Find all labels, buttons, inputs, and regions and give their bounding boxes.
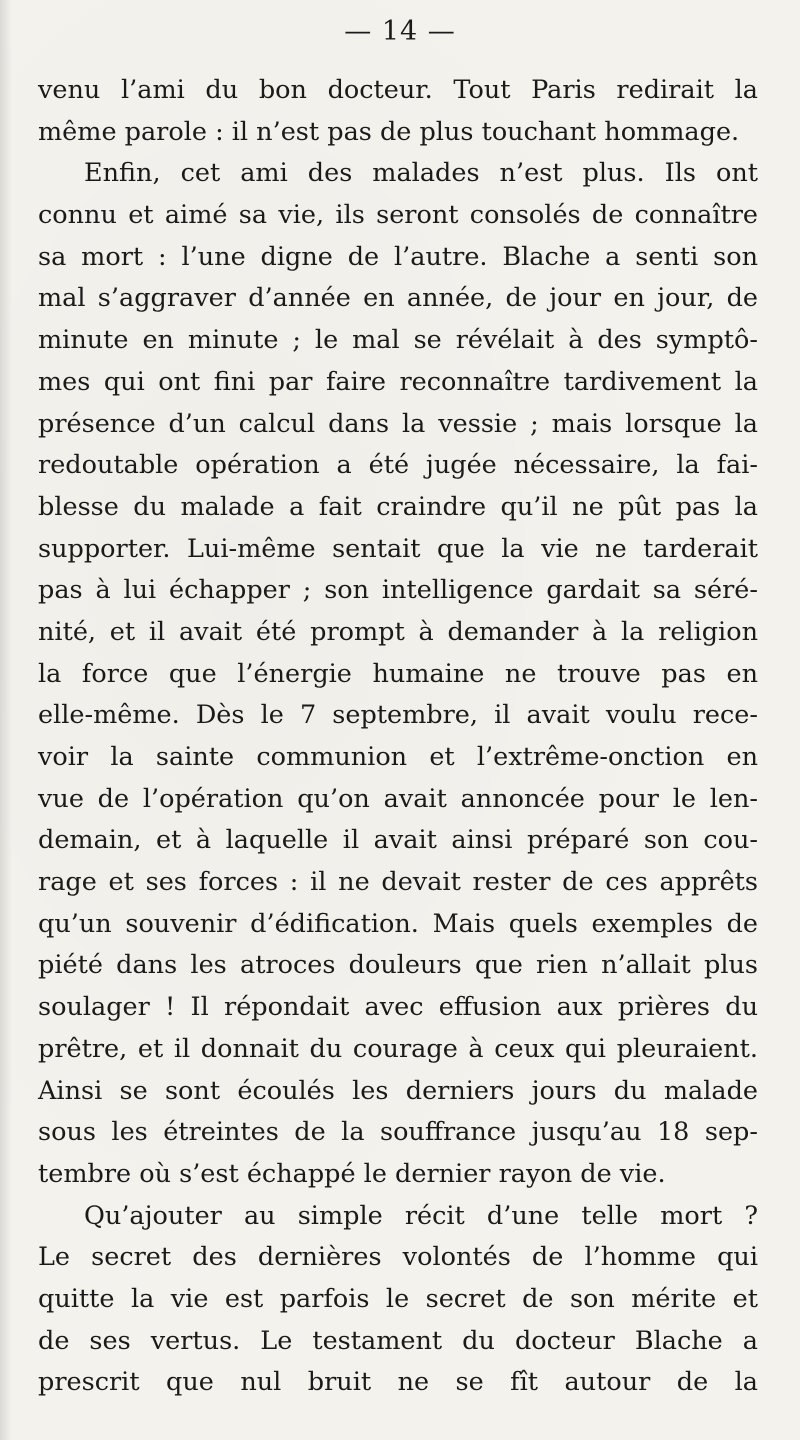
text-line: Ainsi se sont écoulés les derniers jours du malade (38, 1075, 758, 1106)
text-line: même parole : il n’est pas de plus touchant hommage. (38, 116, 740, 147)
text-line: présence d’un calcul dans la vessie ; mais lorsque la (38, 408, 758, 439)
text-line: minute en minute ; le mal se révélait à des symptô- (38, 325, 758, 356)
text-line: nité, et il avait été prompt à demander à la religion (38, 616, 758, 647)
text-line: Enfin, cet ami des malades n’est plus. Ils ont (84, 158, 758, 189)
text-line: vue de l’opération qu’on avait annoncée pour le len- (38, 783, 758, 814)
text-line: rage et ses forces : il ne devait rester de ces apprêts (38, 867, 758, 898)
text-line: qu’un souvenir d’édification. Mais quels exemples de (38, 908, 758, 939)
text-line: prêtre, et il donnait du courage à ceux qui pleuraient. (38, 1033, 758, 1064)
text-line: quitte la vie est parfois le secret de son mérite et (38, 1283, 758, 1314)
text-line: sa mort : l’une digne de l’autre. Blache a senti son (38, 241, 758, 272)
text-line: prescrit que nul bruit ne se fît autour de la (38, 1367, 758, 1398)
text-line: connu et aimé sa vie, ils seront consolés de connaître (38, 200, 758, 231)
text-line: de ses vertus. Le testament du docteur Blache a (38, 1325, 758, 1356)
text-line: soulager ! Il répondait avec effusion aux prières du (38, 992, 758, 1023)
page-number: — 14 — (344, 16, 456, 47)
text-line: sous les étreintes de la souffrance jusqu’au 18 sep- (38, 1117, 758, 1148)
text-line: redoutable opération a été jugée nécessaire, la fai- (38, 450, 758, 481)
text-line: tembre où s’est échappé le dernier rayon de vie. (38, 1158, 666, 1189)
text-line: la force que l’énergie humaine ne trouve pas en (38, 658, 758, 689)
text-line: Le secret des dernières volontés de l’homme qui (38, 1242, 758, 1273)
body-text (38, 70, 758, 1404)
text-line: voir la sainte communion et l’extrême-onction en (38, 742, 758, 772)
text-line: elle-même. Dès le 7 septembre, il avait voulu rece- (38, 700, 758, 731)
text-line: mes qui ont fini par faire reconnaître tardivement la (38, 366, 758, 397)
text-line: supporter. Lui-même sentait que la vie ne tarderait (38, 533, 758, 564)
text-line: demain, et à laquelle il avait ainsi préparé son cou- (38, 825, 758, 856)
text-line: blesse du malade a fait craindre qu’il ne pût pas la (38, 491, 758, 522)
page-gutter-shadow (0, 0, 12, 1440)
text-line: pas à lui échapper ; son intelligence gardait sa séré- (38, 575, 758, 606)
text-line: mal s’aggraver d’année en année, de jour en jour, de (38, 283, 758, 314)
text-line: venu l’ami du bon docteur. Tout Paris redirait la (38, 75, 758, 105)
text-line: Qu’ajouter au simple récit d’une telle mort ? (84, 1200, 758, 1231)
text-line: piété dans les atroces douleurs que rien n’allait plus (38, 950, 758, 981)
